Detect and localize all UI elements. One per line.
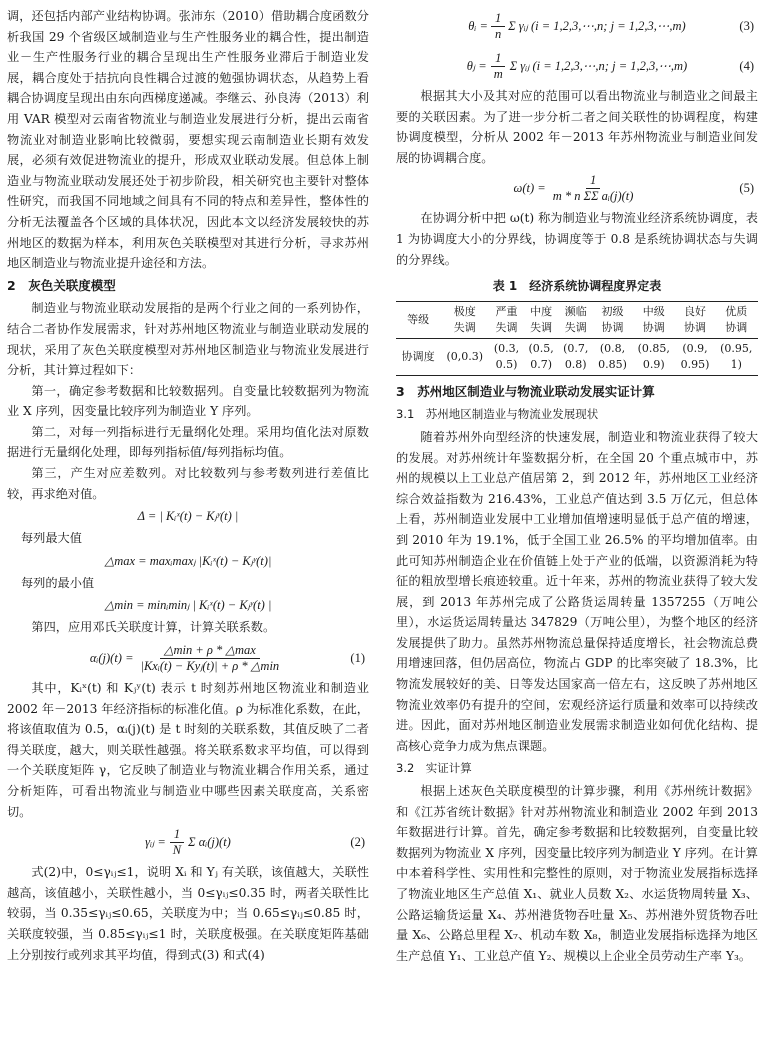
paragraph-3-2: 根据上述灰色关联度模型的计算步骤，利用《苏州统计数据》和《江苏省统计数据》针对苏州物流业和制造业 2002 年到 2013 年数据进行计算。首先，确定参考数据和比较数据列，自变量比较数据列为物流业 X 序列，因变量比较序列为制造业 Y 序列。在计算中本着科学性、实用性和完整性的原则，对于物流业发展指标选择了物流业地区生产总值 X₁、就业人员数 X₂、水运货物周转量 X₃、公路运输货运量 X₄、苏州港货物吞吐量 X₅、苏州港外贸货物吞吐量 X₆、公路总里程 X₇、机动车数 X₈，制造业发展指标选择为地区生产总值 Y₁、工业总产值 Y₂、规模以上企业全员劳动生产率 Y₃。 — [396, 784, 758, 963]
paragraph-after4: 根据其大小及其对应的范围可以看出物流业与制造业之间最主要的关联因素。为了进一步分析二者之间关联性的协调程度，构建协调度模型，分析从 2002 年－2013 年苏州物流业与制造业间发展的协调耦合度。 — [396, 89, 758, 165]
label-min: 每列的最小值 — [21, 575, 95, 590]
paragraph-step3: 第三，产生对应差数列。对比较数列与参考数列进行差值比较，再求绝对值。 — [7, 466, 369, 501]
cell-line: 0.8) — [564, 357, 587, 371]
header-line: 中度 — [530, 304, 553, 318]
header-line: 协调 — [642, 320, 665, 334]
equation-number-2: (2) — [350, 834, 365, 849]
left-column — [7, 6, 369, 965]
formula-3-numerator: 1 — [491, 11, 505, 27]
header-line: 协调 — [601, 320, 624, 334]
formula-1-fraction — [137, 643, 284, 674]
equation-number-4: (4) — [739, 58, 754, 73]
section-heading-3: 3 苏州地区制造业与物流业联动发展实证计算 — [396, 383, 655, 399]
formula-4-fraction — [490, 51, 507, 82]
header-line: 失调 — [530, 320, 553, 334]
table-row-label: 协调度 — [396, 338, 440, 375]
table-header-cell — [715, 301, 758, 338]
formula-max — [7, 549, 369, 573]
paragraph-step4: 第四，应用邓氏关联度计算，计算关联系数。 — [31, 620, 276, 635]
formula-2-denominator: N — [172, 842, 182, 857]
header-line: 严重 — [495, 304, 518, 318]
table-cell — [558, 338, 593, 375]
formula-2-rhs: Σ αᵢ(j)(t) — [188, 834, 231, 849]
table-cell — [524, 338, 559, 375]
paragraph-intro: 调，还包括内部产业结构协调。张沛东（2010）借助耦合度函数分析我国 29 个省级区域制造业与生产性服务业的耦合性，提出制造业－生产性服务行业的耦合呈现出生产性服务业滞后于制造业发展，耦合度处于拮抗向良性耦合过渡的勉强协调状态，从趋势上看耦合协调度呈现出由东向西梯度递减。李继云、孙良涛（2013）利用 VAR 模型对云南省物流业与制造业发展进行分析，提出云南省物流业对制造业影响比较微弱，要想实现云南制造业长期有效发展，必须有效促进物流业的提升，形成双业联动发展。但总体上制造业与物流业联动发展还处于初步阶段，相关研究也主要针对整体性研究，而我国不同地域之间具有不同的特点和差异性，整体性的分析无法覆盖各个区域的具体状况，因此本文以经济发展较快的苏州地区的数据为样本，利用灰色关联模型对其进行分析，寻求苏州地区制造业与物流业提升途径和方法。 — [7, 9, 369, 271]
header-line: 失调 — [495, 320, 518, 334]
header-line: 极度 — [453, 304, 476, 318]
table-header-cell — [632, 301, 675, 338]
paragraph-step1: 第一，确定参考数据和比较数据列。自变量比较数据列为物流业 X 序列，因变量比较序列为制造业 Y 序列。 — [7, 383, 369, 419]
table-row — [396, 338, 758, 375]
header-line: 濒临 — [564, 304, 587, 318]
formula-4-rhs: Σ γᵢⱼ (i = 1,2,3,⋯,n; j = 1,2,3,⋯,m) — [509, 58, 688, 73]
header-line: 优质 — [725, 304, 748, 318]
table-title: 表 1 经济系统协调程度界定表 — [492, 279, 662, 294]
formula-3-denominator: n — [494, 26, 502, 41]
formula-3-lhs: θᵢ = — [468, 18, 488, 33]
label-max: 每列最大值 — [21, 531, 82, 546]
equation-number-3: (3) — [739, 18, 754, 33]
formula-4-numerator: 1 — [491, 51, 505, 67]
equation-number-1: (1) — [350, 650, 365, 665]
formula-5-numerator: 1 — [586, 173, 600, 189]
formula-1-lhs: αᵢ(j)(t) = — [89, 650, 134, 665]
formula-3 — [396, 6, 758, 46]
cell-line: (0.3, — [493, 341, 520, 355]
formula-1-numerator: △min + ρ * △max — [160, 643, 260, 659]
coordination-table — [396, 301, 758, 376]
header-line: 协调 — [725, 320, 748, 334]
table-cell — [715, 338, 758, 375]
formula-delta — [7, 504, 369, 528]
formula-2-numerator: 1 — [170, 827, 184, 843]
table-header-row — [396, 301, 758, 338]
cell-line: (0.8, — [599, 341, 626, 355]
formula-3-rhs: Σ γᵢⱼ (i = 1,2,3,⋯,n; j = 1,2,3,⋯,m) — [508, 18, 686, 33]
formula-1-denominator: |Kxᵢ(t) − Kyⱼ(t)| + ρ * △min — [140, 658, 280, 673]
paragraph-eq2: 式(2)中，0≤γᵢⱼ≤1，说明 Xᵢ 和 Yⱼ 有关联，该值越大，关联性越高，该值越小，关联性越小，当 0≤γᵢⱼ≤0.35 时，两者关联性比较弱，当 0.35≤γᵢⱼ≤0.65，关联度为中；当 0.65≤γᵢⱼ≤0.85 时，关联度较强，当 0.85≤γᵢⱼ≤1 时，关联度极强。在关联度矩阵基础上分别按行或列求其平均值，得到式(3) 和式(4) — [7, 865, 369, 962]
table-header-cell — [489, 301, 524, 338]
formula-5-lhs: ω(t) = — [513, 181, 546, 196]
subsection-heading-3-2: 3.2 实证计算 — [396, 761, 472, 776]
cell-line: 0.85) — [598, 357, 627, 371]
table-header-cell — [558, 301, 593, 338]
table-header-cell — [524, 301, 559, 338]
formula-3-fraction — [491, 11, 505, 42]
cell-line: (0.7, — [563, 341, 589, 355]
table-cell — [675, 338, 714, 375]
table-cell — [440, 338, 489, 375]
formula-2 — [7, 822, 369, 862]
table-header-cell — [675, 301, 714, 338]
header-line: 协调 — [684, 320, 706, 334]
cell-line: (0.5, — [528, 341, 554, 355]
cell-line: 0.95) — [680, 357, 710, 371]
header-line: 良好 — [684, 304, 706, 318]
paragraph-3-1: 随着苏州外向型经济的快速发展，制造业和物流业获得了较大的发展。对苏州统计年鉴数据分析，在全国 20 个重点城市中，苏州的规模以上工业总产值居第 2，到 2012 年，苏州地区工业经济综合效益指数为 216.43%，工业总产值达到 3.5 万亿元，但总体上看，苏州制造业发展中工业增加值增速明显低于总产值的增速，到 2010 年为 19.1%，低于全国工业 26.5% 的平均增加值率。由此可知苏州制造企业在价值链上处于产业的低端，以资源消耗为特征的粗放型增长痕迹较重。近十年来，苏州的物流业获得了较大发展，到 2013 年苏州完成了公路货运周转量 1357255（万吨公里），水运货运周转量达 347829（万吨公里），为整个地区的经济发展提供了助力。虽然苏州物流总量保持适度增长，社会物流总费用增速回落，但仍居高位，物流占 GDP 的比率突破了 18.3%，比物流发展较好的美、日等发达国家高一倍左右，这反映了苏州地区物流业效率仍有提升的空间，宏观经济运行质量和效率可以持续改进。因此，面对苏州地区制造业发展需求制造业如何优化结构、提高核心竞争力成为焦点课题。 — [396, 429, 758, 753]
formula-5 — [396, 168, 758, 208]
formula-5-fraction — [549, 173, 638, 204]
table-header-grade: 等级 — [396, 301, 440, 338]
paragraph-model: 制造业与物流业联动发展指的是两个行业之间的一系列协作，结合二者协作发展需求，针对苏州地区物流业与制造业联动发展的现状，采用了灰色关联度模型对苏州地区制造业与物流业发展进行分析，其计算过程如下： — [7, 301, 369, 378]
cell-line: (0.95, — [720, 341, 753, 355]
cell-line: (0.9, — [682, 341, 708, 355]
cell-line: 0.7) — [530, 357, 553, 371]
header-line: 失调 — [564, 320, 587, 334]
table-cell — [593, 338, 632, 375]
formula-min-text: △min = minᵢminⱼ | Kᵢˣ(t) − Kⱼʸ(t) | — [104, 598, 272, 613]
cell-line: (0,0.3) — [446, 349, 484, 363]
cell-line: 0.9) — [642, 357, 665, 371]
formula-4 — [396, 46, 758, 86]
table-header-cell — [440, 301, 489, 338]
paragraph-after5: 在协调分析中把 ω(t) 称为制造业与物流业经济系统协调度，表 1 为协调度大小的分界线，协调度等于 0.8 是系统协调状态与失调的分界线。 — [396, 211, 758, 267]
cell-line: (0.85, — [637, 341, 670, 355]
cell-line: 0.5) — [495, 357, 518, 371]
cell-line: 1) — [730, 357, 742, 371]
paragraph-step2: 第二，对每一列指标进行无量纲化处理。采用均值化法对原数据进行无量纲化处理，即每列指标值/每列指标均值。 — [7, 424, 369, 460]
formula-2-fraction — [169, 827, 185, 858]
table-cell — [489, 338, 524, 375]
table-header-cell — [593, 301, 632, 338]
formula-5-denominator: m * n ΣΣ aᵢ(j)(t) — [552, 188, 634, 203]
formula-1 — [7, 638, 369, 678]
subsection-heading-3-1: 3.1 苏州地区制造业与物流业发展现状 — [396, 407, 599, 422]
section-heading-2: 2 灰色关联度模型 — [7, 277, 116, 293]
formula-delta-text: Δ = | Kᵢˣ(t) − Kⱼʸ(t) | — [137, 508, 239, 523]
header-line: 中级 — [642, 304, 665, 318]
header-line: 初级 — [601, 304, 624, 318]
formula-4-denominator: m — [493, 66, 503, 81]
header-line: 失调 — [453, 320, 476, 334]
formula-max-text: △max = maxᵢmaxⱼ |Kᵢˣ(t) − Kⱼʸ(t)| — [104, 553, 272, 568]
equation-number-5: (5) — [739, 181, 754, 196]
table-cell — [632, 338, 675, 375]
formula-4-lhs: θⱼ = — [466, 58, 487, 73]
right-column — [396, 6, 758, 966]
formula-2-lhs: γᵢⱼ = — [145, 834, 166, 849]
paragraph-explain: 其中，Kᵢˣ(t) 和 Kⱼʸ(t) 表示 t 时刻苏州地区物流业和制造业 2002 年－2013 年经济指标的标准化值。ρ 为标准化系数，在此，将该值取值为 0.5，αᵢ(j)(t) 是 t 时刻的关联系数，其值反映了二者得关联度，越大，则关联性越强。将关联系数求平均值，可以得到一个关联度矩阵 γ，它反映了制造业与物流业耦合作用关系，通过分析矩阵，可看出物流业与制造业中哪些因素关联度高，关系密切。 — [7, 681, 369, 819]
formula-min — [7, 593, 369, 617]
